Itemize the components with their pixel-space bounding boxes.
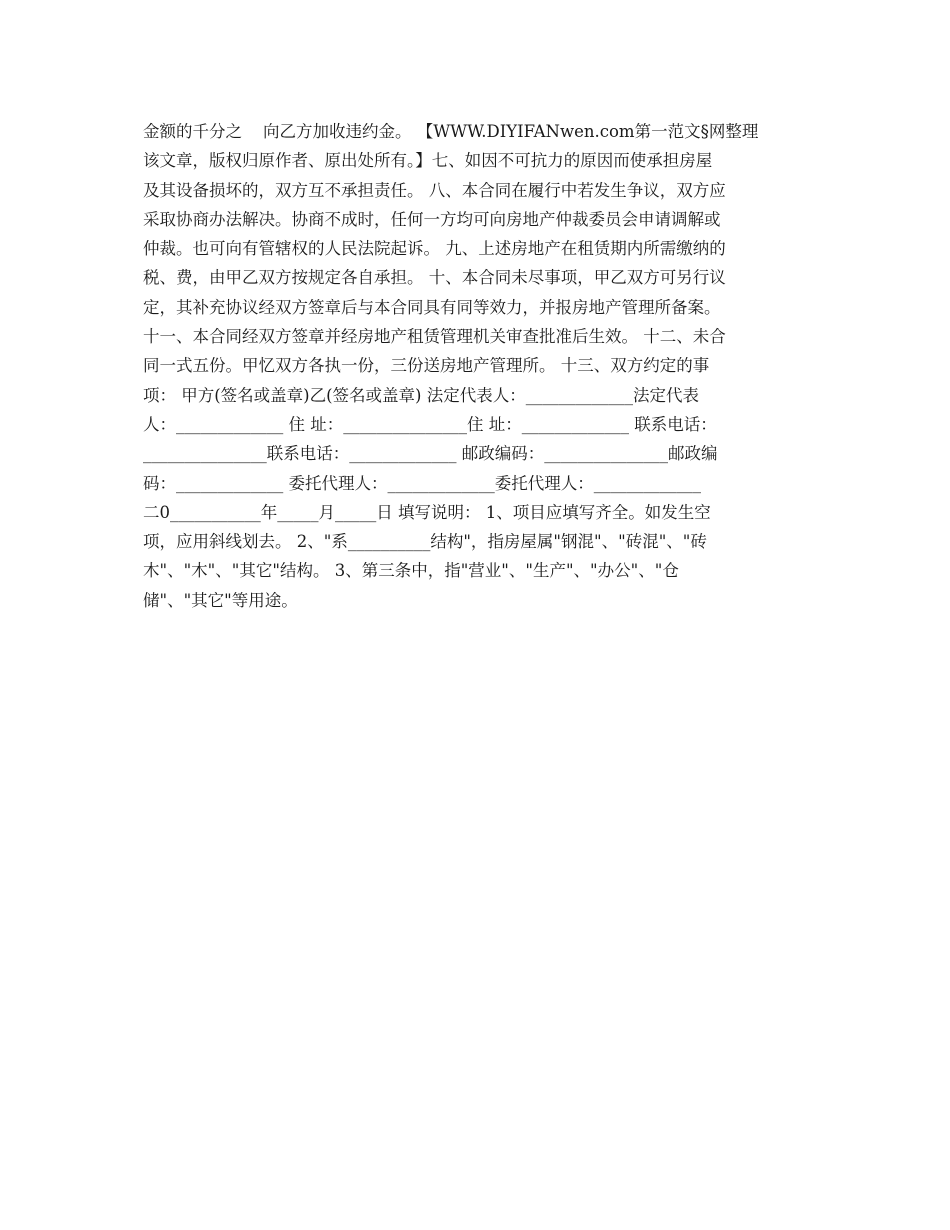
text-line-7: 定，其补充协议经双方签章后与本合同具有同等效力，并报房地产管理所备案。 xyxy=(143,297,721,317)
text-line-14: 二0___________年_____月_____日 填写说明： 1、项目应填写齐全。如发生空 xyxy=(143,502,711,522)
text-line-16: 木"、"木"、"其它"结构。 3、第三条中，指"营业"、"生产"、"办公"、"仓 xyxy=(143,561,679,581)
text-line-1: 金额的千分之 向乙方加收违约金。 【WWW.DIYIFANwen.com第一范文§网整理 xyxy=(143,122,759,141)
text-line-13: 码：_____________ 委托代理人：_____________委托代理人：_____________ xyxy=(143,473,701,493)
text-line-17: 储"、"其它"等用途。 xyxy=(143,590,298,610)
text-line-15: 项，应用斜线划去。 2、"系__________结构"，指房屋属"钢混"、"砖混"、"砖 xyxy=(143,532,707,552)
text-line-4: 采取协商办法解决。协商不成时，任何一方均可向房地产仲裁委员会申请调解或 xyxy=(143,209,721,229)
text-line-3: 及其设备损坏的，双方互不承担责任。 八、本合同在履行中若发生争议，双方应 xyxy=(143,180,726,200)
text-line-11: 人：_____________ 住 址：_______________住 址：_____________ 联系电话： xyxy=(143,414,717,434)
text-line-10: 项： 甲方(签名或盖章)乙(签名或盖章) 法定代表人：_____________法定代表 xyxy=(143,385,699,405)
text-line-9: 同一式五份。甲忆双方各执一份，三份送房地产管理所。 十三、双方约定的事 xyxy=(143,356,710,376)
text-line-6: 税、费，由甲乙双方按规定各自承担。 十、本合同未尽事项，甲乙双方可另行议 xyxy=(143,268,726,288)
text-line-2: 该文章，版权归原作者、原出处所有。】七、如因不可抗力的原因而使承担房屋 xyxy=(143,151,713,171)
text-line-5: 仲裁。也可向有管辖权的人民法院起诉。 九、上述房地产在租赁期内所需缴纳的 xyxy=(143,239,726,259)
contract-body-text xyxy=(143,117,813,615)
text-line-12: _______________联系电话：_____________ 邮政编码：_______________邮政编 xyxy=(143,444,718,464)
text-line-8: 十一、本合同经双方签章并经房地产租赁管理机关审查批准后生效。 十二、未合 xyxy=(143,327,726,347)
